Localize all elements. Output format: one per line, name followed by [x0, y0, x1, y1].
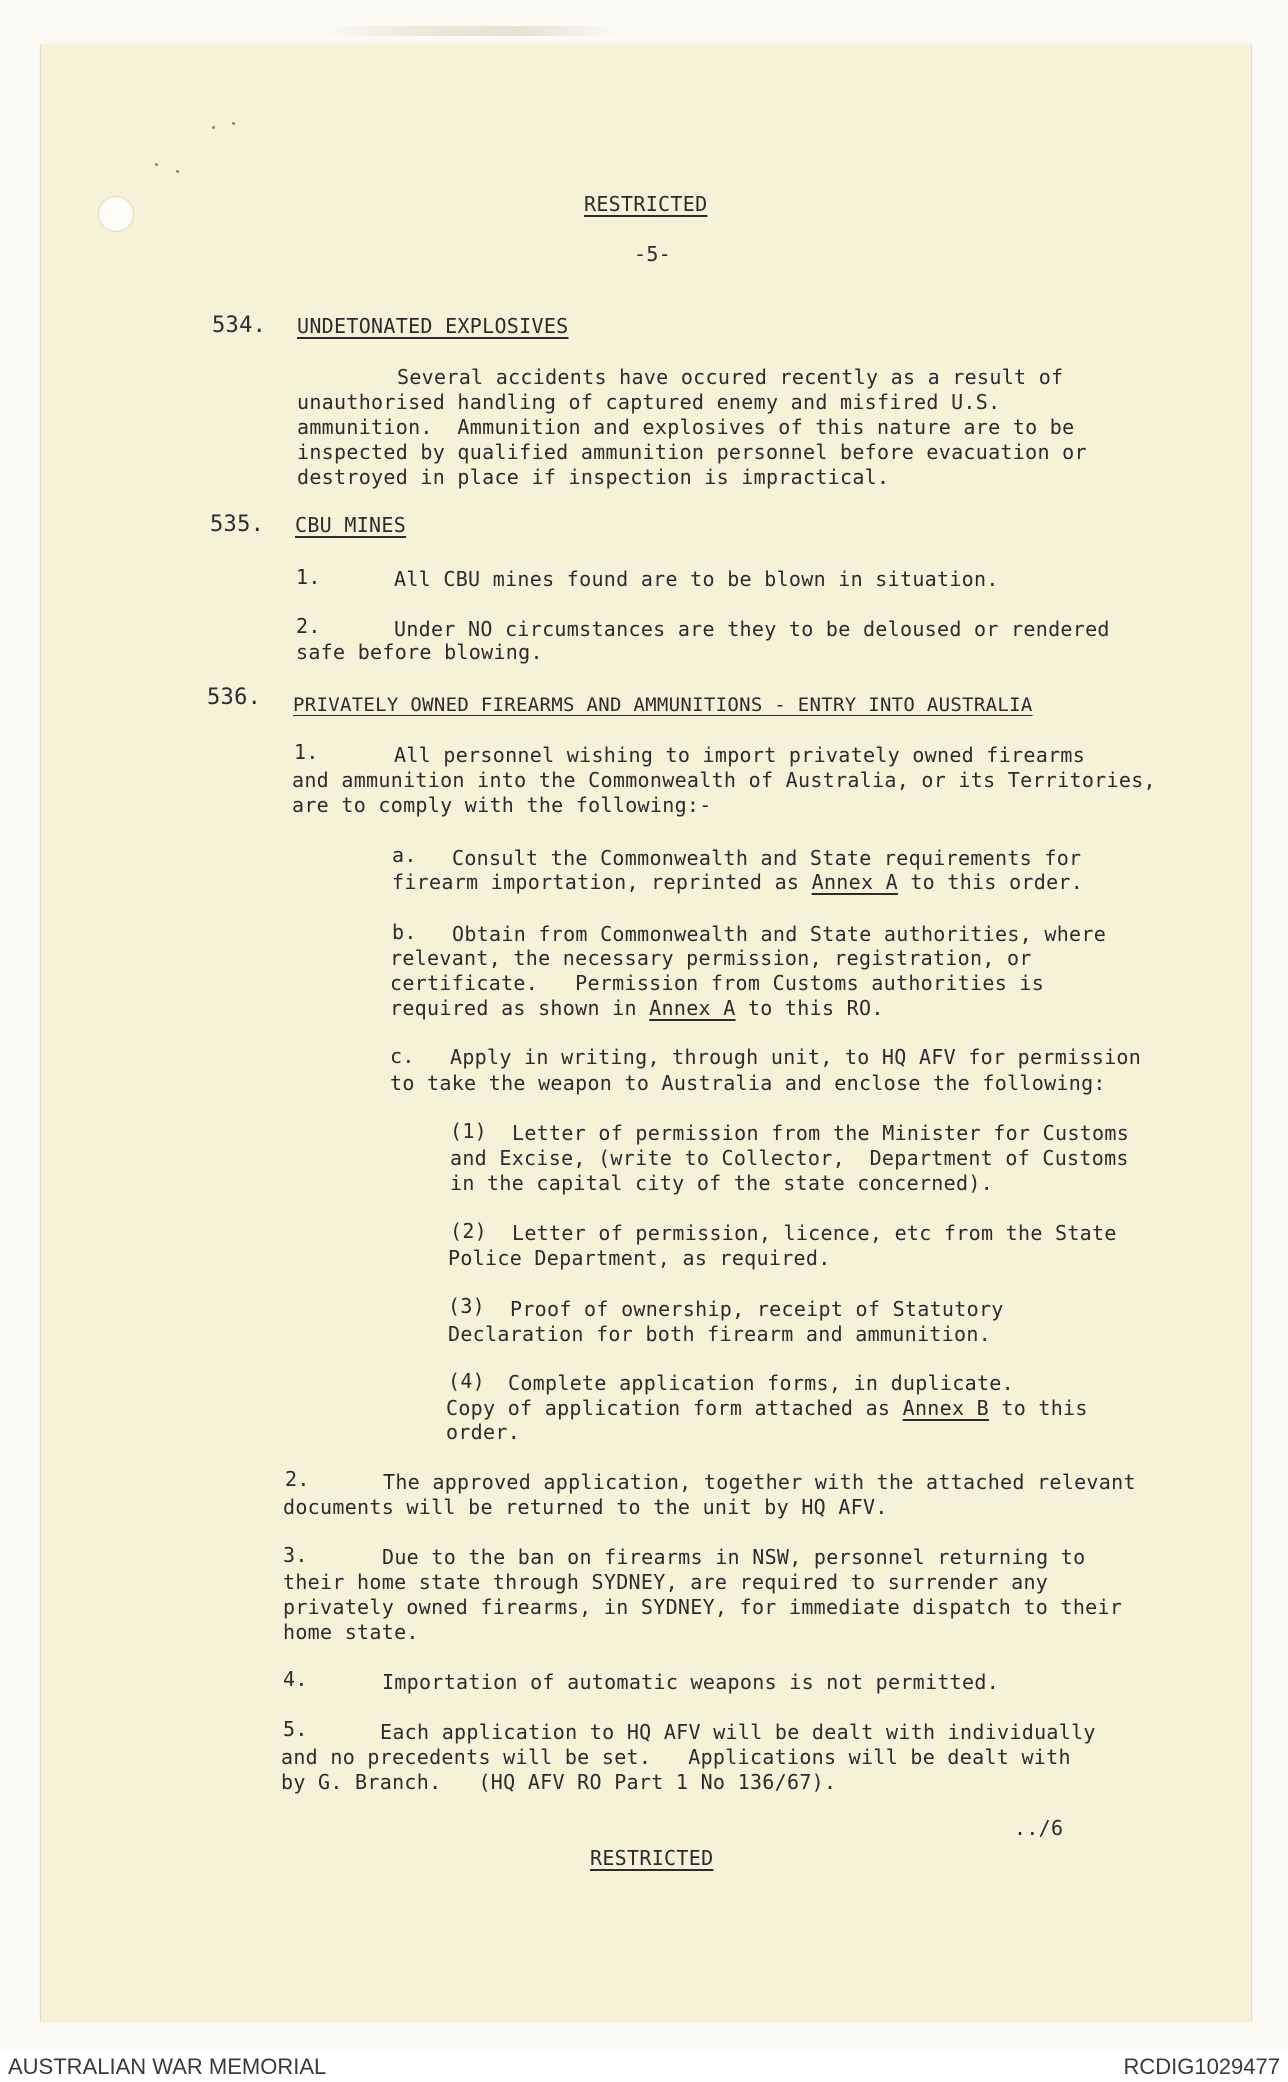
- section-536-para-line: documents will be returned to the unit by HQ AFV.: [283, 1495, 888, 1519]
- section-536-para-line: Due to the ban on firearms in NSW, personnel returning to: [382, 1545, 1086, 1569]
- section-536-para-line: All personnel wishing to import privately owned firearms: [394, 743, 1086, 767]
- archive-footer: [0, 2052, 1288, 2082]
- section-534-line: ammunition. Ammunition and explosives of this nature are to be: [297, 415, 1075, 439]
- section-534-line: destroyed in place if inspection is impractical.: [297, 465, 890, 489]
- section-535-para-number: 2.: [296, 614, 321, 638]
- section-536-para-line: and no precedents will be set. Applications will be dealt with: [281, 1745, 1071, 1769]
- item-3-line: Proof of ownership, receipt of Statutory: [510, 1297, 1004, 1321]
- continuation-marker: ../6: [1014, 1816, 1064, 1840]
- item-3-line: Declaration for both firearm and ammunition.: [448, 1322, 992, 1346]
- subpara-a-line: Consult the Commonwealth and State requirements for: [452, 846, 1082, 870]
- classification-header: RESTRICTED: [584, 192, 708, 216]
- annex-a-reference: Annex A: [811, 870, 898, 894]
- section-536-title: PRIVATELY OWNED FIREARMS AND AMMUNITIONS - ENTRY INTO AUSTRALIA: [293, 694, 1033, 716]
- item-3-label: (3): [448, 1294, 486, 1318]
- subpara-b-line: relevant, the necessary permission, registration, or: [390, 946, 1032, 970]
- section-536-para-line: privately owned firearms, in SYDNEY, for immediate dispatch to their: [283, 1595, 1123, 1619]
- section-536-para-line: are to comply with the following:-: [292, 793, 712, 817]
- section-536-para-number: 4.: [283, 1667, 308, 1691]
- section-536-para-line: by G. Branch. (HQ AFV RO Part 1 No 136/67).: [281, 1770, 837, 1794]
- item-4-line: Complete application forms, in duplicate.: [508, 1371, 1014, 1395]
- section-535-title: CBU MINES: [295, 513, 407, 537]
- subpara-b-line: certificate. Permission from Customs authorities is: [390, 971, 1045, 995]
- section-535-para-line: All CBU mines found are to be blown in situation.: [394, 567, 999, 591]
- paper-speck: [212, 126, 215, 129]
- item-4-line: Copy of application form attached as Annex B to this: [446, 1396, 1088, 1420]
- annex-b-reference: Annex B: [902, 1396, 990, 1420]
- subpara-c-label: c.: [390, 1044, 415, 1068]
- subpara-b-line: Obtain from Commonwealth and State authorities, where: [452, 922, 1107, 946]
- section-536-para-number: 3.: [283, 1543, 308, 1567]
- section-536-para-number: 5.: [283, 1717, 308, 1741]
- item-4-line: order.: [446, 1420, 521, 1444]
- subpara-a-line: firearm importation, reprinted as Annex A to this order.: [392, 870, 1084, 894]
- paper-speck: [155, 163, 158, 166]
- subpara-b-line: required as shown in Annex A to this RO.: [390, 996, 884, 1020]
- section-534-number: 534.: [212, 313, 267, 338]
- subpara-a-label: a.: [392, 843, 417, 867]
- section-536-para-line: The approved application, together with the attached relevant: [383, 1470, 1136, 1494]
- section-535-number: 535.: [210, 512, 265, 537]
- section-536-para-line: and ammunition into the Commonwealth of Australia, or its Territories,: [292, 768, 1156, 792]
- section-536-para-number: 1.: [294, 740, 319, 764]
- annex-a-reference: Annex A: [649, 996, 736, 1020]
- page-number: -5-: [634, 242, 672, 266]
- item-1-line: and Excise, (write to Collector, Department of Customs: [450, 1146, 1129, 1170]
- paper-speck: [232, 122, 235, 125]
- section-536-number: 536.: [207, 685, 262, 710]
- section-536-para-line: home state.: [283, 1620, 419, 1644]
- section-535-para-line: safe before blowing.: [296, 640, 543, 664]
- item-2-label: (2): [450, 1219, 488, 1243]
- section-536-para-line: Each application to HQ AFV will be dealt with individually: [380, 1720, 1096, 1744]
- archive-id: RCDIG1029477: [1123, 2054, 1280, 2079]
- item-1-line: in the capital city of the state concerned).: [450, 1171, 994, 1195]
- section-534-line: inspected by qualified ammunition personnel before evacuation or: [297, 440, 1087, 464]
- subpara-b-label: b.: [392, 920, 417, 944]
- item-4-label: (4): [448, 1369, 486, 1393]
- section-534-line: unauthorised handling of captured enemy and misfired U.S.: [297, 390, 1001, 414]
- section-536-para-line: Importation of automatic weapons is not permitted.: [382, 1670, 1000, 1694]
- paper-speck: [176, 170, 179, 173]
- subpara-c-line: Apply in writing, through unit, to HQ AFV for permission: [450, 1045, 1142, 1069]
- archive-name: AUSTRALIAN WAR MEMORIAL: [8, 2054, 327, 2079]
- classification-footer: RESTRICTED: [590, 1846, 714, 1870]
- section-536-para-line: their home state through SYDNEY, are required to surrender any: [283, 1570, 1049, 1594]
- paper-edge-mark: [320, 26, 620, 36]
- subpara-c-line: to take the weapon to Australia and enclose the following:: [390, 1071, 1106, 1095]
- item-2-line: Letter of permission, licence, etc from the State: [512, 1221, 1117, 1245]
- item-1-label: (1): [450, 1119, 488, 1143]
- section-534-title: UNDETONATED EXPLOSIVES: [297, 314, 569, 338]
- punch-hole: [98, 196, 134, 232]
- item-2-line: Police Department, as required.: [448, 1246, 831, 1270]
- section-534-line: Several accidents have occured recently as a result of: [397, 365, 1064, 389]
- section-536-para-number: 2.: [285, 1467, 310, 1491]
- item-1-line: Letter of permission from the Minister for Customs: [512, 1121, 1130, 1145]
- section-535-para-number: 1.: [296, 565, 321, 589]
- section-535-para-line: Under NO circumstances are they to be deloused or rendered: [394, 617, 1110, 641]
